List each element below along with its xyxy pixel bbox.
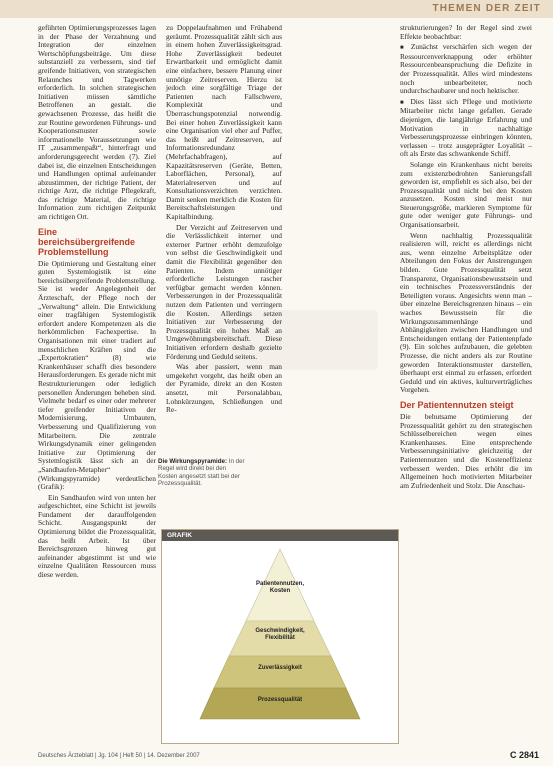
- col3-paragraph-4: Die behutsame Optimierung der Prozessqualität gehört zu den strategischen Schlüsselbereichen wegen eines Krankenhauses. Eine entsprechende Verbesserungsinitiative gleichzeitig der Patientennutzen und die Kosteneffizienz verbessert werden. Dies erhöht die im Allgemeinen hoch motivierten Mitarbeiter am Zufriedenheit und Stolz. Die Anschau-: [400, 411, 532, 490]
- subheading-bereichsuebergreifend: Eine bereichsübergreifende Problemstellung: [38, 226, 136, 257]
- col2-paragraph-1: zu Doppelaufnahmen und Frühabend geräumt. Prozessqualität zählt sich aus in einem hohen Zuverlässigkeitsgrad. Hohe Zuverlässigkeit bedeutet Erwartbarkeit und ermöglicht damit eine einfachere, bessere Planung einer unnötige Zeitreserven. Hierzu ist jedoch eine sorgfältige Triage der Patienten nach Fallschwere, Komplexität und Überraschungspotenzial notwendig. Bei einer hohen Zuverlässigkeit kann eine Organisation viel eher auf Puffer, das heißt auf Zeitreserven, auf Informationsredundanz (Mehrfachabfragen), auf Kapazitätsreserven (Geräte, Betten, Laborflächen, Personal), auf Materialreserven und auf Konsultationsverzichten verzichten. Damit senken merklich die Kosten für Bereitschaftsleistungen und Kapitalbindung.: [166, 23, 282, 222]
- col3-paragraph-2: Solange ein Krankenhaus nicht bereits zum existenzbedrohten Sanierungsfall geworden ist, empfiehlt es sich also, bei der Prozessqualität und nicht bei den Kosten anzusetzen. Kosten sind meist nur Steuerungsgröße, markieren Symptome für gute oder weniger gute Führungs- und Organisationsarbeit.: [400, 159, 532, 230]
- column-2: [166, 24, 282, 417]
- col1-paragraph-1: geführten Optimierungsprozesses lagen in der Phase der Verzahnung und Integration der einzelnen Wertschöpfungsbeiträge. Um diese substanziell zu verbessern, sind tief greifende Initiativen, von strategischen Relaunches und Tagwerken erforderlich. In solchen strategischen Initiativen müssen sämtliche Betroffenen an gestalt. die gewachsenen Prozesse, das heißt die zur Routine gewordenen Führungs- und Kooperationsmuster sowie informationelle Voraussetzungen wie IT „zusammenpaßt“, hinterfragt und anforderungsgerecht werden (7). Ziel dabei ist, die einzelnen Entscheidungen und Handlungen optimal aufeinander abzustimmen, der richtige Patient, der richtige Arzt, die richtige Pflegekraft, das richtige Material, die richtige Information zum richtigen Zeitpunkt am richtigen Ort.: [38, 23, 156, 222]
- col1-paragraph-2: Die Optimierung und Gestaltung einer guten Systemlogistik ist eine bereichsübergreifende Problemstellung. Sie ist weder Angelegenheit der Ärzteschaft, der Pflege noch der „Verwaltung“ allein. Die Entwicklung einer tragfähigen Systemlogistik erfordert andere Kompetenzen als die herkömmlichen Fachexpertise. In Organisationen mit einer tradiert auf menschlichen Kräften sind die „Expertokratien“ (8) wie Krankenhäuser schafft dies besondere Herausforderungen. Es gerade nicht mit Restrukturierungen oder lediglich personellen Änderungen beheben sind. Vielmehr bedarf es einer oder mehrerer tiefer greifender Initiativen der Modernisierung, Umbauten, Verbesserung und Qualifizierung von Mitarbeitern. Die zentrale Wirkungsdynamik einer gelingenden Initiative zur Optimierung der Systemlogistik lässt sich an der „Sandhaufen-Metapher“ (Wirkungspyramide) verdeutlichen (Grafik):: [38, 258, 157, 492]
- level-label-zuverlaessigkeit: Zuverlässigkeit: [258, 665, 302, 671]
- margin-note-title: Die Wirkungspyramide:: [158, 458, 228, 465]
- col3-bullet-2: ■ Dies lässt sich Pflege und motivierte Mitarbeiter nicht lange gefallen. Gerade diejenigen, die langjährige Erfahrung und Motivation in nachhaltige Verbesserungsprozesse einbringen könnten, verlassen – trotz ausgeprägter Loyalität – oft als Erste das schwankende Schiff.: [400, 98, 532, 159]
- page-number: C 2841: [509, 750, 539, 760]
- col2-paragraph-2: Der Verzicht auf Zeitreserven und die Verlässlichkeit interner und externer Partner erhöht demzufolge von selbst die Geschwindigkeit und damit die Flexibilität gegenüber den Patienten. Indem unnötiger erforderliche Leistungen rascher verfügbar gemacht werden können. Verbesserungen in der Prozessqualität nutzen dem Patienten und verringern die Kosten. Allerdings setzen Initiativen zur Verbesserung der Prozessqualität ein hohes Maß an Umgewöhnungsbereitschaft. Diese Initiativen erfordern deshalb gezielte Förderung und Geduld seitens.: [166, 222, 282, 361]
- section-title: THEMEN DER ZEIT: [432, 3, 541, 14]
- col1-paragraph-3: Ein Sandhaufen wird von unten her aufgeschichtet, eine Schicht ist jeweils Fundament der darauffolgenden Schicht. Ausgangspunkt der Optimierung bildet die Prozessqualität, das heißt Arbeit. Ist über Bereichsgrenzen hinweg gut aufeinander abgestimmt ist und wie einzelne Qualitäten Ressourcen muss diese werden.: [38, 492, 156, 580]
- pyramid-level-3: [214, 656, 346, 688]
- pyramid-graphic: [161, 529, 399, 744]
- footer-citation: Deutsches Ärzteblatt | Jg. 104 | Heft 50 | 14. Dezember 2007: [38, 753, 200, 759]
- subheading-patientennutzen: Der Patientennutzen steigt: [400, 399, 514, 410]
- graphic-label: GRAFIK: [162, 530, 398, 541]
- column-3: [400, 24, 532, 492]
- level-label-prozessqualitaet: Prozessqualität: [257, 697, 303, 703]
- col2-paragraph-3: Was aber passiert, wenn man umgekehrt vorgeht, das heißt oben an der Pyramide, direkt an den Kosten ansetzt, mit Personalabbau, Lohnkürzungen, Schließungen und Re-: [166, 362, 282, 415]
- margin-note-text: In der Regel wird direkt bei den Kosten angesetzt statt bei der Prozessqualität.: [158, 458, 245, 488]
- col3-paragraph-1: strukturierungen? In der Regel sind zwei Effekte beobachtbar:: [400, 23, 532, 41]
- level-label-patientennutzen: Patientennutzen, Kosten: [255, 581, 304, 594]
- col3-paragraph-3: Wenn nachhaltig Prozessqualität realisieren will, reicht es allerdings nicht aus, wenn einzelne Arbeitsplätze oder Abteilungen den Fokus der Anstrengungen bilden. Gute Prozessqualität setzt Transparenz, Organisationsbewusstsein und ein technisches Prozessverständnis der Beteiligten voraus. Angesichts wenn man – über einzelne Bereichsgrenzen hinaus – ein waches Bewusstsein für die Wirkungszusammenhänge und Abhängigkeiten zwischen Handlungen und Entscheidungen entlang der Patientenpfade (9). Ein solches aufzubauen, die gelebten Prozesse, die nicht anders als zur Routine geworden Interaktionsmuster darstellen, überhaupt erst einmal zu erfassen, erfordert Geduld und ein aktives, kulturverträgliches Vorgehen.: [400, 230, 532, 395]
- margin-note: [158, 458, 246, 488]
- column-1: [38, 24, 156, 582]
- col3-bullet-1: ■ Zunächst verschärfen sich wegen der Ressourcenverknappung oder erhöhter Ressourcenbeanspruchung die Defizite in der Prozessqualität. Alles wird mindestens noch unbearbeiteter, noch undurchschaubarer und noch hektischer.: [400, 43, 532, 96]
- level-label-geschwindigkeit: Geschwindigkeit, Flexibilität: [255, 628, 305, 641]
